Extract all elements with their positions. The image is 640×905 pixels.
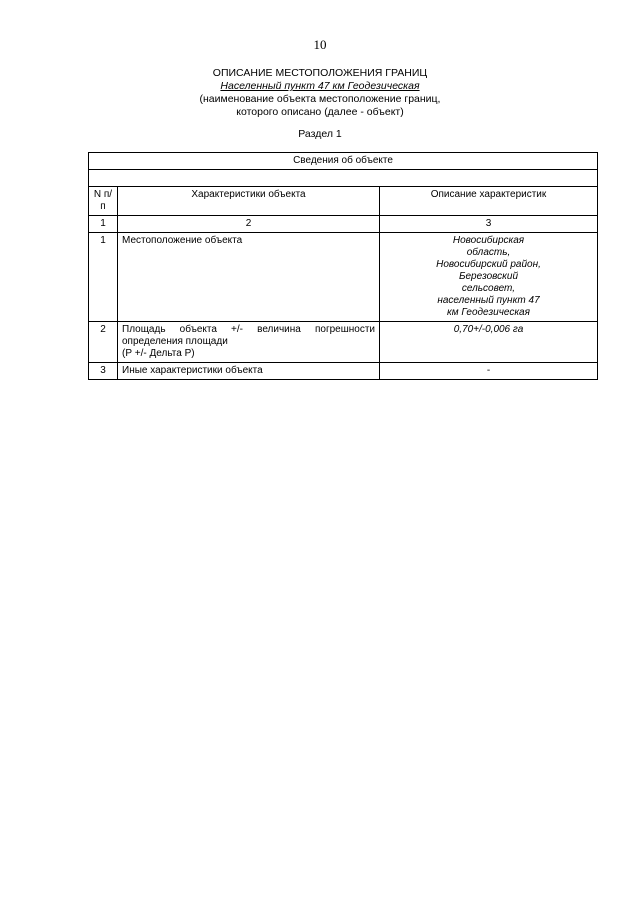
index-cell: 3 [380, 216, 598, 233]
row-description: 0,70+/-0,006 га [380, 322, 598, 363]
document-title: ОПИСАНИЕ МЕСТОПОЛОЖЕНИЯ ГРАНИЦ [212, 67, 428, 79]
table-index-row [89, 216, 598, 233]
row-characteristic [118, 322, 380, 363]
table-caption-row [89, 153, 598, 170]
object-name-note-line1: (наименование объекта местоположение границ, [199, 93, 441, 105]
row-description [380, 233, 598, 322]
table-row [89, 233, 598, 322]
section-title: Раздел 1 [298, 128, 342, 140]
row-num: 2 [89, 322, 118, 363]
page-number: 10 [313, 37, 327, 52]
row-description: - [380, 363, 598, 380]
object-info-table [88, 152, 598, 380]
index-cell: 2 [118, 216, 380, 233]
row-num: 1 [89, 233, 118, 322]
object-name: Населенный пункт 47 км Геодезическая [220, 80, 420, 92]
object-name-note-line2: которого описано (далее - объект) [236, 106, 404, 118]
row-characteristic: Местоположение объекта [118, 233, 380, 322]
row-description-text: Новосибирская область, Новосибирский район, Березовский сельсовет, населенный пункт 47 км Геодезическая [436, 235, 541, 318]
table-row [89, 363, 598, 380]
table-row [89, 322, 598, 363]
header-characteristic: Характеристики объекта [118, 187, 380, 216]
header-description: Описание характеристик [380, 187, 598, 216]
row-characteristic-line1: Площадь объекта +/- величина погрешности определения площади [122, 324, 375, 347]
table-caption: Сведения об объекте [89, 153, 598, 170]
index-cell: 1 [89, 216, 118, 233]
table-empty-row [89, 170, 598, 187]
row-characteristic: Иные характеристики объекта [118, 363, 380, 380]
header-num: N п/п [89, 187, 118, 216]
table-empty-cell [89, 170, 598, 187]
table-header-row [89, 187, 598, 216]
row-num: 3 [89, 363, 118, 380]
row-characteristic-line2: (Р +/- Дельта Р) [122, 348, 195, 359]
document-header [0, 67, 640, 119]
